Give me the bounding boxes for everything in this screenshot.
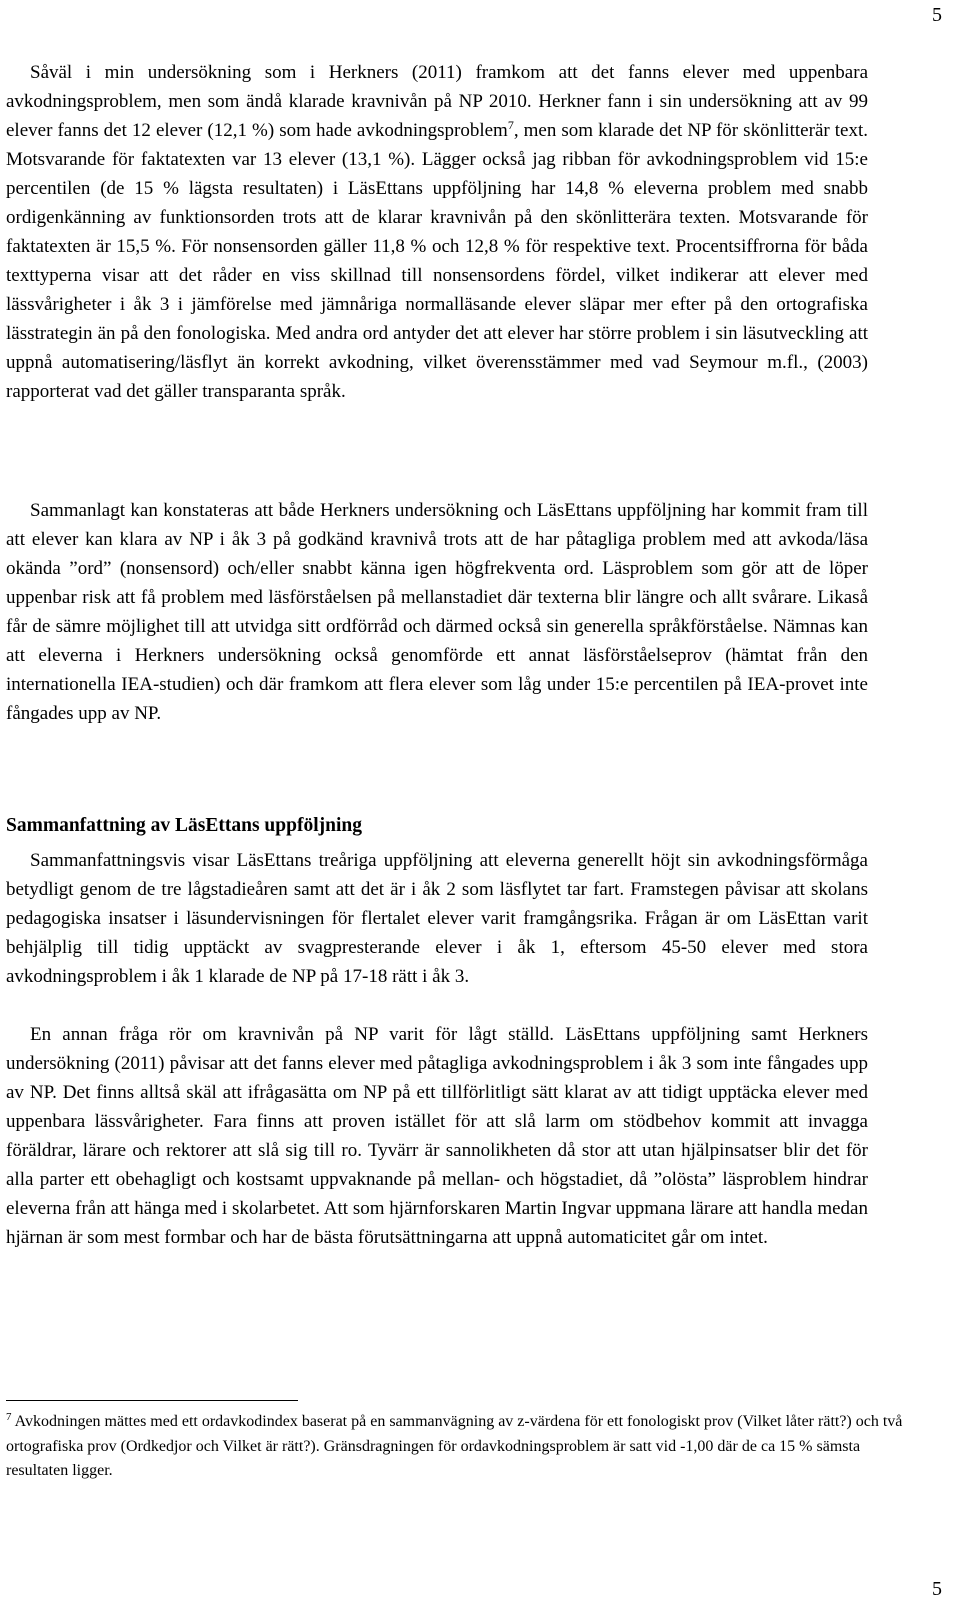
section-heading: Sammanfattning av LäsEttans uppföljning xyxy=(6,815,362,836)
footnote-separator xyxy=(6,1400,298,1401)
summary-paragraph-2: En annan fråga rör om kravnivån på NP varit för lågt ställd. LäsEttans uppföljning samt Herkners undersökning (2011) påvisar att det fanns elever med påtagliga avkodningsproblem i åk 3 som inte fångades upp av NP. Det finns alltså skäl att ifrågasätta om NP på ett tillförlitligt sätt klarat av att tidigt upptäcka elever med uppenbara lässvårigheter. Fara finns att proven istället för att slå larm om stödbehov kommit att invagga föräldrar, lärare och rektorer att slå sig till ro. Tyvärr är sannolikheten då stor att utan hjälpinsatser blir det för alla parter ett obehagligt och kostsamt uppvaknande på mellan- och högstadiet, då ”olösta” läsproblem hindrar eleverna från att hänga med i skolarbetet. Att som hjärnforskaren Martin Ingvar uppmana lärare att handla medan hjärnan är som mest formbar och har de bästa förutsättningarna att uppnå automaticitet går om intet. xyxy=(6,1024,868,1248)
footnote-number: 7 xyxy=(6,1411,12,1423)
paragraph-text: Såväl i min undersökning som i Herkners (2011) framkom att det fanns elever med uppenbara avkodningsproblem, men som ändå klarade kravnivån på NP 2010. Herkner fann i sin undersökning att av 99 elever fanns det 12 elever (12,1 %) som hade avkodningsproblem xyxy=(6,62,868,141)
body-paragraph-1 xyxy=(6,58,868,406)
paragraph-text: , men som klarade det NP för skönlitterär text. Motsvarande för faktatexten var 13 elever (13,1 %). Lägger också jag ribban för avkodningsproblem vid 15:e percentilen (de 15 % lägsta resultaten) i LäsEttans uppföljning har 14,8 % eleverna problem med snabb ordigenkänning av funktionsorden trots att de klarar kravnivån på den skönlitterära texten. Motsvarande för faktatexten är 15,5 %. För nonsensorden gäller 11,8 % och 12,8 % för respektive text. Procentsiffrorna för båda texttyperna visar att det råder en viss skillnad till nonsensordens fördel, vilket indikerar att elever med lässvårigheter i åk 3 i jämförelse med jämnåriga normalläsande elever släpar mer efter på den ortografiska lässtrategin än på den fonologiska. Med andra ord antyder det att elever har större problem i sin läsutveckling att uppnå automatisering/läsflyt än korrekt avkodning, vilket överensstämmer med vad Seymour m.fl., (2003) rapporterat vad det gäller transparanta språk. xyxy=(6,120,868,402)
footnote-text: Avkodningen mättes med ett ordavkodindex baserat på en sammanvägning av z-värdena för ett fonologiskt prov (Vilket låter rätt?) och två ortografiska prov (Ordkedjor och Vilket är rätt?). Gränsdragningen för ordavkodningsproblem är satt vid -1,00 där de ca 15 % sämsta resultaten ligger. xyxy=(6,1413,903,1479)
page-number-bottom: 5 xyxy=(932,1578,942,1600)
body-paragraph-2: Sammanlagt kan konstateras att både Herkners undersökning och LäsEttans uppföljning har kommit fram till att elever kan klara av NP i åk 3 på godkänd kravnivå trots att de har påtagliga problem med att avkoda/läsa okända ”ord” (nonsensord) och/eller snabbt känna igen högfrekventa ord. Läsproblem som gör att de löper uppenbar risk att få problem med läsförståelsen på mellanstadiet där texterna blir längre och allt svårare. Likaså får de sämre möjlighet till att utvidga sitt ordförråd och därmed också sin generella språkförståelse. Nämnas kan att eleverna i Herkners undersökning också genomförde ett annat läsförståelseprov (hämtat från den internationella IEA-studien) och där framkom att flera elever som låg under 15:e percentilen på IEA-provet inte fångades upp av NP. xyxy=(6,500,868,724)
footnote xyxy=(6,1410,906,1484)
page-number-top: 5 xyxy=(932,4,942,26)
footnote-reference[interactable]: 7 xyxy=(507,118,514,132)
summary-paragraph-1: Sammanfattningsvis visar LäsEttans treåriga uppföljning att eleverna generellt höjt sin avkodningsförmåga betydligt genom de tre lågstadieåren samt att det är i åk 2 som läsflytet tar fart. Framstegen påvisar att skolans pedagogiska insatser i läsundervisningen för flertalet elever varit framgångsrika. Frågan är om LäsEttan varit behjälplig till tidig upptäckt av svagpresterande elever i åk 1, eftersom 45-50 elever med stora avkodningsproblem i åk 1 klarade de NP på 17-18 rätt i åk 3. xyxy=(6,850,868,987)
